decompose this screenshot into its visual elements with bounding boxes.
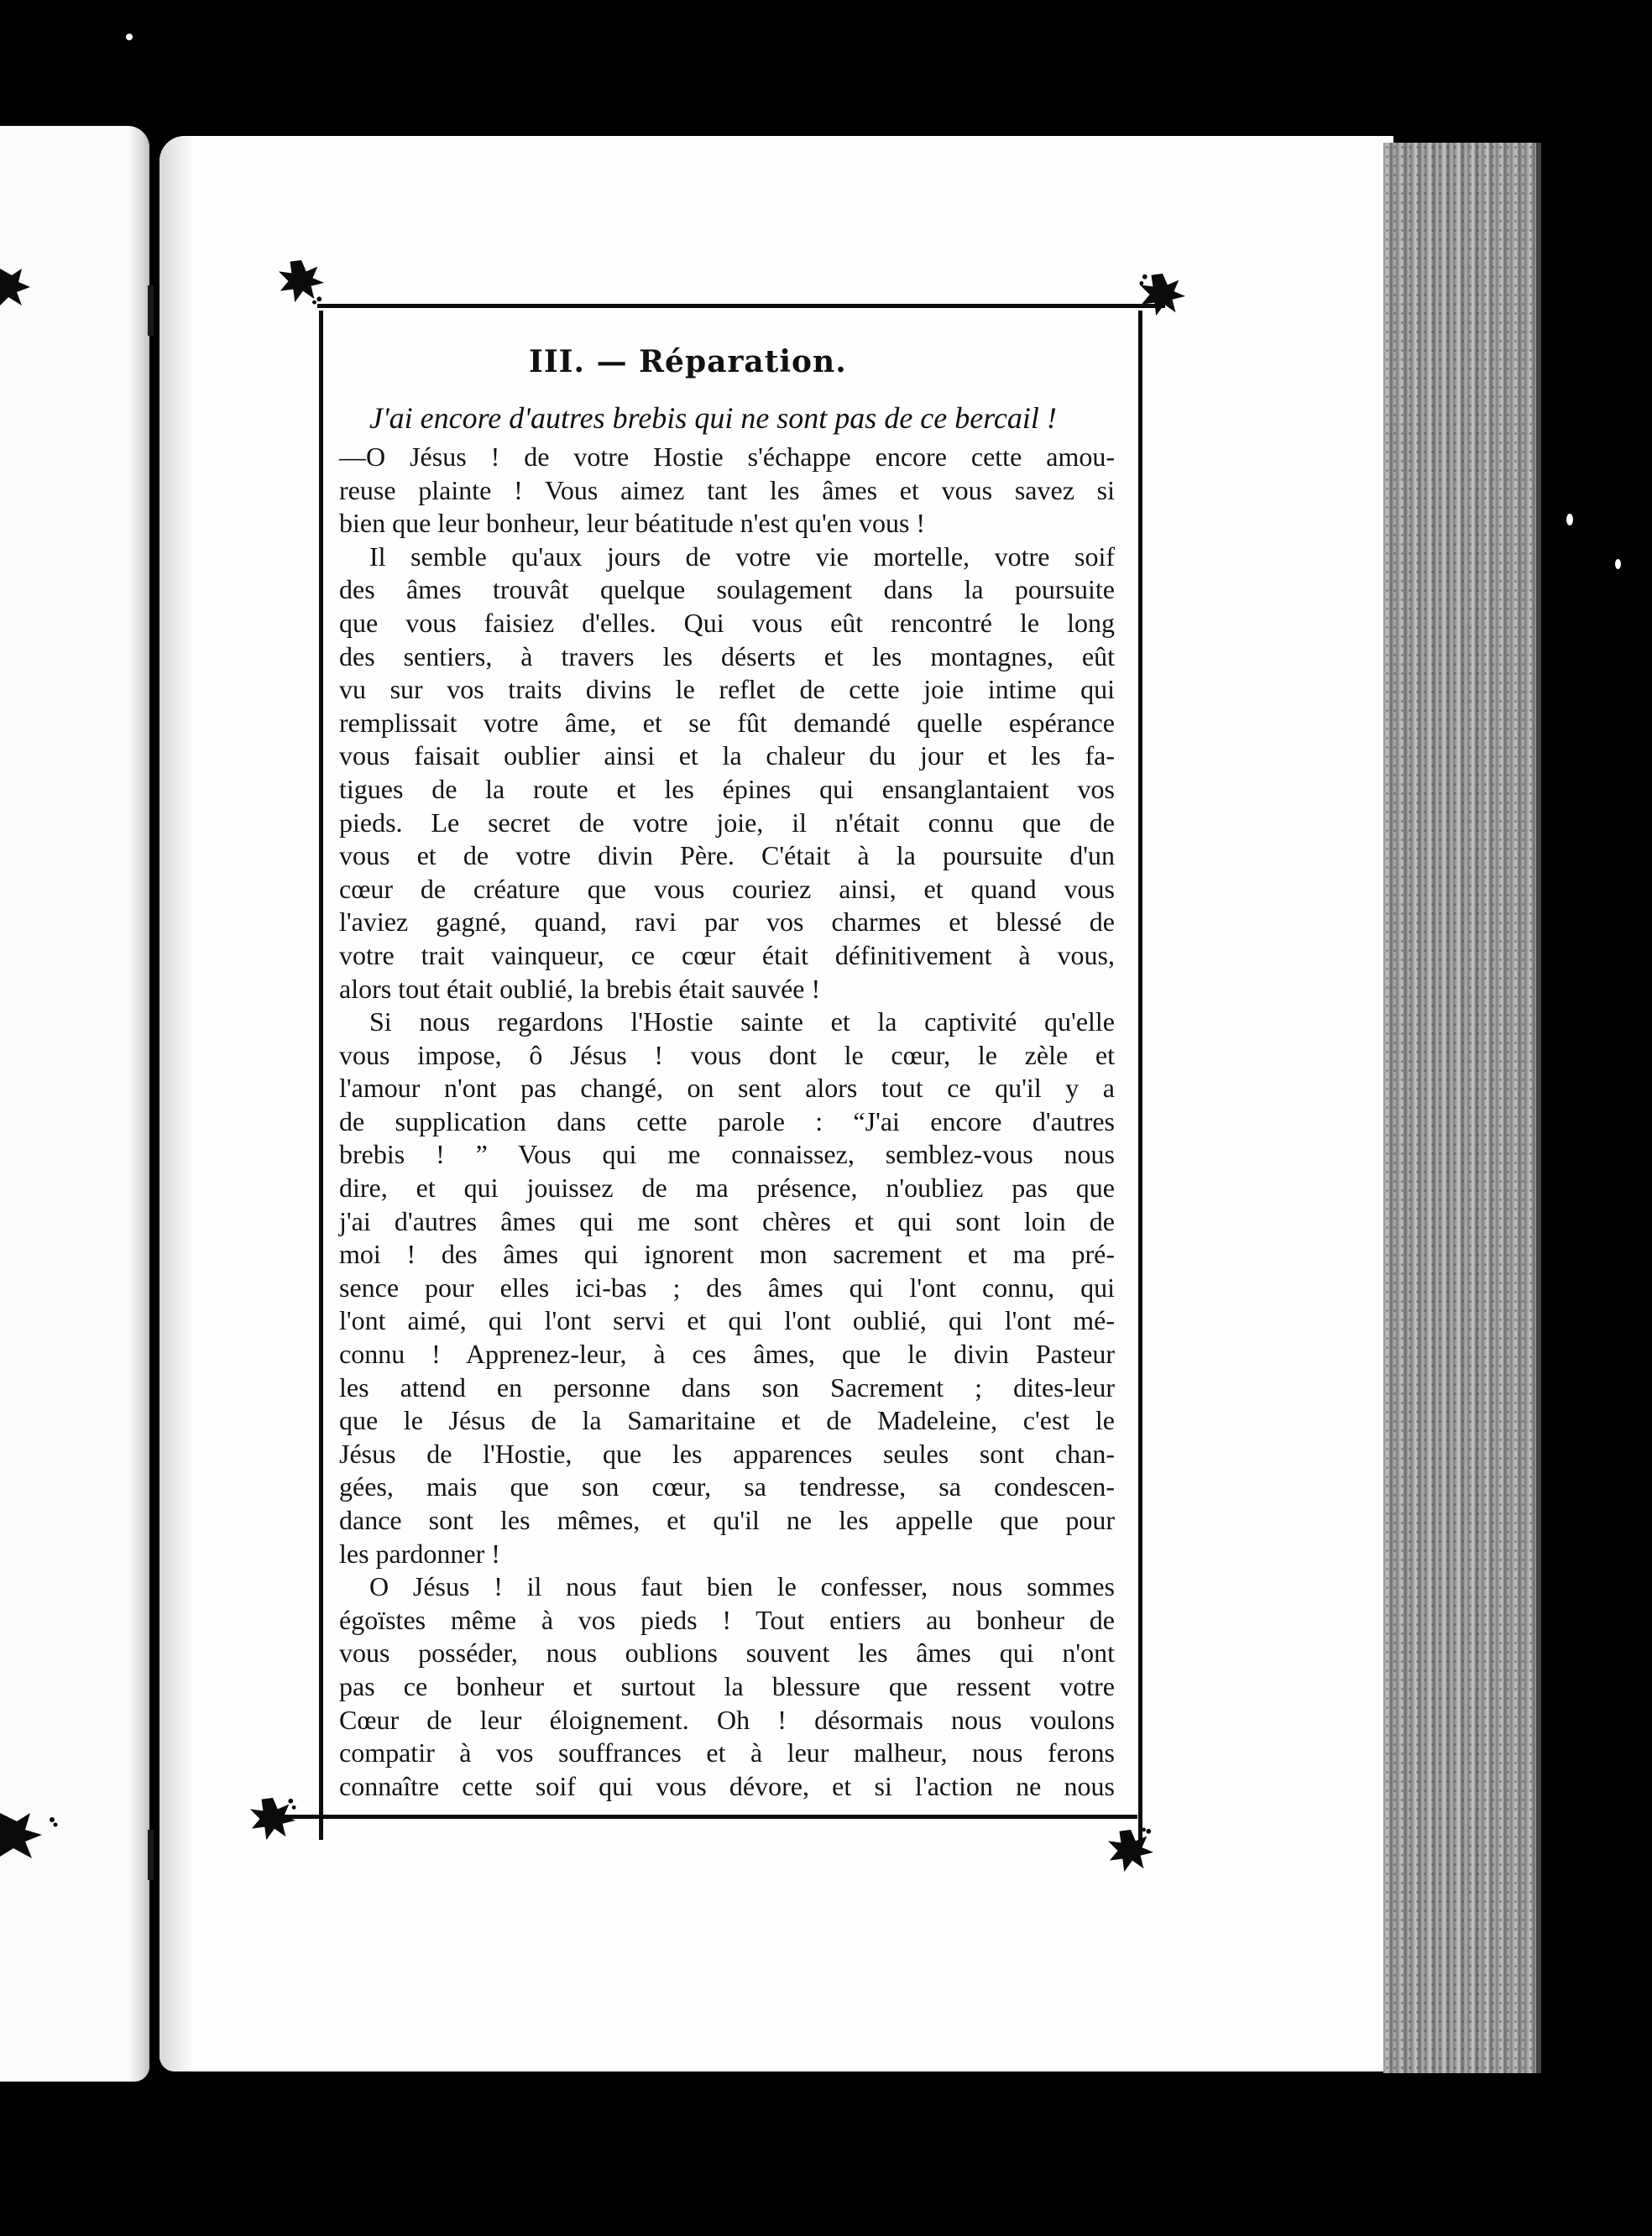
text-line: vous impose, ô Jésus ! vous dont le cœur, le zèle et: [339, 1039, 1115, 1070]
text-line: égoïstes même à vos pieds ! Tout entiers au bonheur de: [339, 1604, 1115, 1635]
text-line: dire, et qui jouissez de ma présence, n'oubliez pas que: [339, 1173, 1115, 1204]
text-line: les attend en personne dans son Sacrement ; dites-leur: [339, 1371, 1115, 1403]
text-line: les pardonner !: [339, 1538, 500, 1569]
text-line: l'ont aimé, qui l'ont servi et qui l'ont oublié, qui l'ont mé-: [339, 1305, 1115, 1336]
vine-leaf-ornament-top-left: [277, 257, 326, 306]
frame-right-rule: [1138, 311, 1142, 1840]
epigraph-quote: J'ai encore d'autres brebis qui ne sont pas de ce bercail !: [369, 401, 1057, 435]
left-page-ornament-bottom: [0, 1805, 59, 1863]
text-line: pieds. Le secret de votre joie, il n'était connu que de: [339, 807, 1115, 838]
text-line: —O Jésus ! de votre Hostie s'échappe encore cette amou-: [339, 441, 1115, 472]
text-line: Si nous regardons l'Hostie sainte et la captivité qu'elle: [369, 1006, 1115, 1037]
frame-top-rule: [317, 304, 1165, 308]
text-line: vous posséder, nous oublions souvent les âmes qui n'ont: [339, 1638, 1115, 1669]
vine-leaf-ornament-bottom-right: [1106, 1826, 1155, 1875]
scan-speck: [126, 34, 133, 40]
text-line: O Jésus ! il nous faut bien le confesser, nous sommes: [369, 1571, 1115, 1602]
text-line: que le Jésus de la Samaritaine et de Madeleine, c'est le: [339, 1405, 1115, 1436]
body-text: [339, 441, 1115, 1803]
text-line: connu ! Apprenez-leur, à ces âmes, que le divin Pasteur: [339, 1339, 1115, 1370]
text-line: brebis ! ” Vous qui me connaissez, semblez-vous nous: [339, 1139, 1115, 1170]
text-line: l'aviez gagné, quand, ravi par vos charmes et blessé de: [339, 906, 1115, 938]
text-line: gées, mais que son cœur, sa tendresse, sa condescen-: [339, 1471, 1115, 1502]
left-page-edge-mark: [148, 1830, 154, 1880]
text-line: que vous faisiez d'elles. Qui vous eût rencontré le long: [339, 607, 1115, 638]
scan-speck: [1615, 559, 1621, 569]
text-line: l'amour n'ont pas changé, on sent alors tout ce qu'il y a: [339, 1073, 1115, 1104]
frame-bottom-rule: [273, 1815, 1137, 1819]
vine-leaf-icon: [0, 1805, 59, 1863]
left-page-gutter: [131, 126, 149, 2082]
text-line: remplissait votre âme, et se fût demandé quelle espérance: [339, 707, 1115, 738]
text-line: votre trait vainqueur, ce cœur était définitivement à vous,: [339, 939, 1115, 970]
text-line: de supplication dans cette parole : “J'ai encore d'autres: [339, 1105, 1115, 1136]
text-line: des sentiers, à travers les déserts et les montagnes, eût: [339, 640, 1115, 671]
right-page-gutter-shade: [159, 136, 195, 2071]
scan-speck: [1566, 514, 1573, 525]
text-line: des âmes trouvât quelque soulagement dans la poursuite: [339, 574, 1115, 605]
text-line: vu sur vos traits divins le reflet de cette joie intime qui: [339, 674, 1115, 705]
text-line: bien que leur bonheur, leur béatitude n'est qu'en vous !: [339, 508, 926, 539]
text-line: connaître cette soif qui vous dévore, et si l'action ne nous: [339, 1770, 1115, 1801]
vine-leaf-ornament-bottom-left: [248, 1795, 297, 1843]
left-page-edge-mark: [148, 285, 154, 336]
vine-leaf-ornament-top-right: [1138, 270, 1187, 319]
text-line: alors tout était oublié, la brebis était sauvée !: [339, 973, 821, 1004]
text-line: vous et de votre divin Père. C'était à la poursuite d'un: [339, 840, 1115, 871]
page-edge-texture: [1383, 143, 1536, 2073]
text-line: reuse plainte ! Vous aimez tant les âmes et vous savez si: [339, 474, 1115, 505]
vine-leaf-icon: [1138, 270, 1187, 319]
text-line: Il semble qu'aux jours de votre vie mortelle, votre soif: [369, 541, 1115, 572]
vine-leaf-icon: [277, 257, 326, 306]
text-line: pas ce bonheur et surtout la blessure que ressent votre: [339, 1670, 1115, 1701]
vine-leaf-icon: [1106, 1826, 1155, 1875]
text-line: moi ! des âmes qui ignorent mon sacrement et ma pré-: [339, 1239, 1115, 1270]
left-page-ornament-top: [0, 264, 34, 311]
frame-left-rule: [319, 311, 323, 1840]
text-line: cœur de créature que vous couriez ainsi, et quand vous: [339, 873, 1115, 904]
text-line: Cœur de leur éloignement. Oh ! désormais nous voulons: [339, 1704, 1115, 1735]
vine-leaf-icon: [248, 1795, 297, 1843]
text-line: j'ai d'autres âmes qui me sont chères et qui sont loin de: [339, 1205, 1115, 1236]
book-page-edges: [1383, 143, 1541, 2073]
text-line: Jésus de l'Hostie, que les apparences seules sont chan-: [339, 1438, 1115, 1469]
text-line: dance sont les mêmes, et qu'il ne les appelle que pour: [339, 1505, 1115, 1535]
left-page: [0, 126, 149, 2082]
text-line: compatir à vos souffrances et à leur malheur, nous ferons: [339, 1737, 1115, 1768]
vine-leaf-icon: [0, 264, 34, 311]
text-line: sence pour elles ici-bas ; des âmes qui l'ont connu, qui: [339, 1272, 1115, 1303]
text-line: tigues de la route et les épines qui ensanglantaient vos: [339, 773, 1115, 804]
text-line: vous faisait oublier ainsi et la chaleur du jour et les fa-: [339, 740, 1115, 771]
section-heading: III. — Réparation.: [529, 344, 847, 379]
